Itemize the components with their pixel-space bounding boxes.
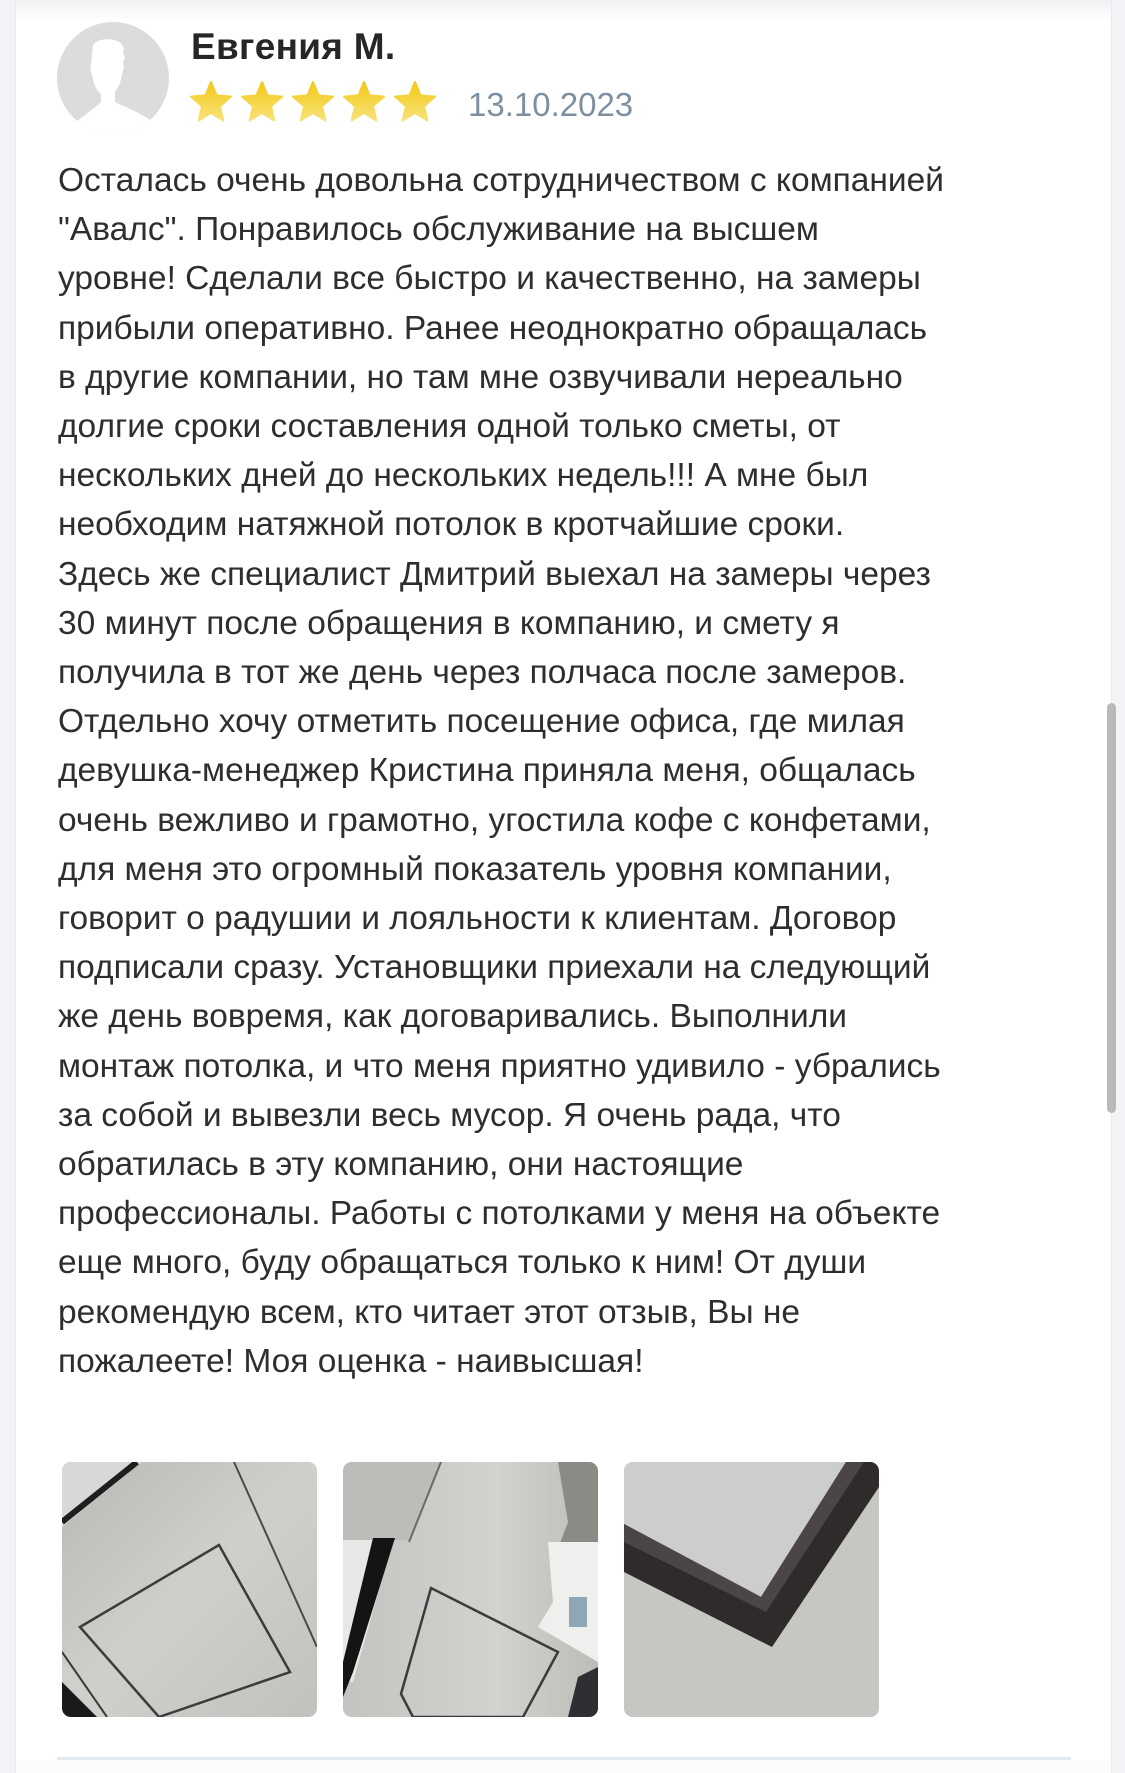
star-icon <box>240 81 284 123</box>
star-icon <box>342 81 386 123</box>
review-text-line: Отдельно хочу отметить посещение офиса, где милая <box>58 703 905 741</box>
review-photo-3[interactable] <box>624 1462 879 1717</box>
default-user-icon <box>57 22 169 134</box>
star-icon <box>393 81 437 123</box>
review-date: 13.10.2023 <box>468 86 634 123</box>
ceiling-photo-corner-profile-icon <box>624 1462 879 1717</box>
review-text-line: монтаж потолка, и что меня приятно удивило - убрались <box>58 1047 941 1085</box>
review-text-line: необходим натяжной потолок в кротчайшие сроки. <box>58 506 845 544</box>
review-text-line: девушка-менеджер Кристина приняла меня, общалась <box>58 752 916 790</box>
top-shadow <box>16 0 1111 22</box>
review-text-line: профессионалы. Работы с потолками у меня на объекте <box>58 1195 941 1233</box>
review-text-line: получила в тот же день через полчаса после замеров. <box>58 654 907 692</box>
star-icon <box>189 81 233 123</box>
review-photo-1[interactable] <box>62 1462 317 1717</box>
review-text-line: подписали сразу. Установщики приехали на следующий <box>58 949 931 987</box>
review-text-line: обратилась в эту компанию, они настоящие <box>58 1146 744 1184</box>
review-text-line: очень вежливо и грамотно, угостила кофе с конфетами, <box>58 801 931 839</box>
review-text-line: прибыли оперативно. Ранее неоднократно обращалась <box>58 309 928 347</box>
review-text-line: Здесь же специалист Дмитрий выехал на замеры через <box>58 555 931 593</box>
review-text-line: уровне! Сделали все быстро и качественно, на замеры <box>58 260 921 298</box>
review-photo-2[interactable] <box>343 1462 598 1717</box>
review-text-line: долгие сроки составления одной только сметы, от <box>58 408 841 446</box>
review-text-line: 30 минут после обращения в компанию, и смету я <box>58 604 840 642</box>
review-text-line: же день вовремя, как договаривались. Выполнили <box>58 998 847 1036</box>
review-text-line: Осталась очень довольна сотрудничеством с компанией <box>58 162 944 199</box>
review-text-line: говорит о радушии и лояльности к клиентам. Договор <box>58 900 897 938</box>
bottom-area <box>16 1760 1111 1773</box>
review-text-line: пожалеете! Моя оценка - наивысшая! <box>58 1342 644 1380</box>
author-name: Евгения М. <box>191 26 396 67</box>
review-text-line: в другие компании, но там мне озвучивали нереально <box>58 358 903 396</box>
review-text-line: за собой и вывезли весь мусор. Я очень рада, что <box>58 1096 841 1134</box>
review-text <box>58 156 1098 1386</box>
review-text-line: нескольких дней до нескольких недель!!! А мне был <box>58 457 869 495</box>
review-text-line: "Авалс". Понравилось обслуживание на высшем <box>58 211 819 249</box>
review-card <box>15 0 1112 1773</box>
ceiling-photo-hatch-room-icon <box>343 1462 598 1717</box>
review-text-line: рекомендую всем, кто читает этот отзыв, Вы не <box>58 1293 800 1331</box>
review-photos <box>62 1462 879 1717</box>
star-icon <box>291 81 335 123</box>
avatar <box>57 22 169 134</box>
review-text-line: еще много, буду обращаться только к ним! От души <box>58 1244 867 1282</box>
scrollbar-thumb[interactable] <box>1107 703 1116 1113</box>
star-rating <box>189 81 437 123</box>
ceiling-photo-hatch-icon <box>62 1462 317 1717</box>
review-divider <box>57 1757 1071 1760</box>
review-text-line: для меня это огромный показатель уровня компании, <box>58 850 892 888</box>
